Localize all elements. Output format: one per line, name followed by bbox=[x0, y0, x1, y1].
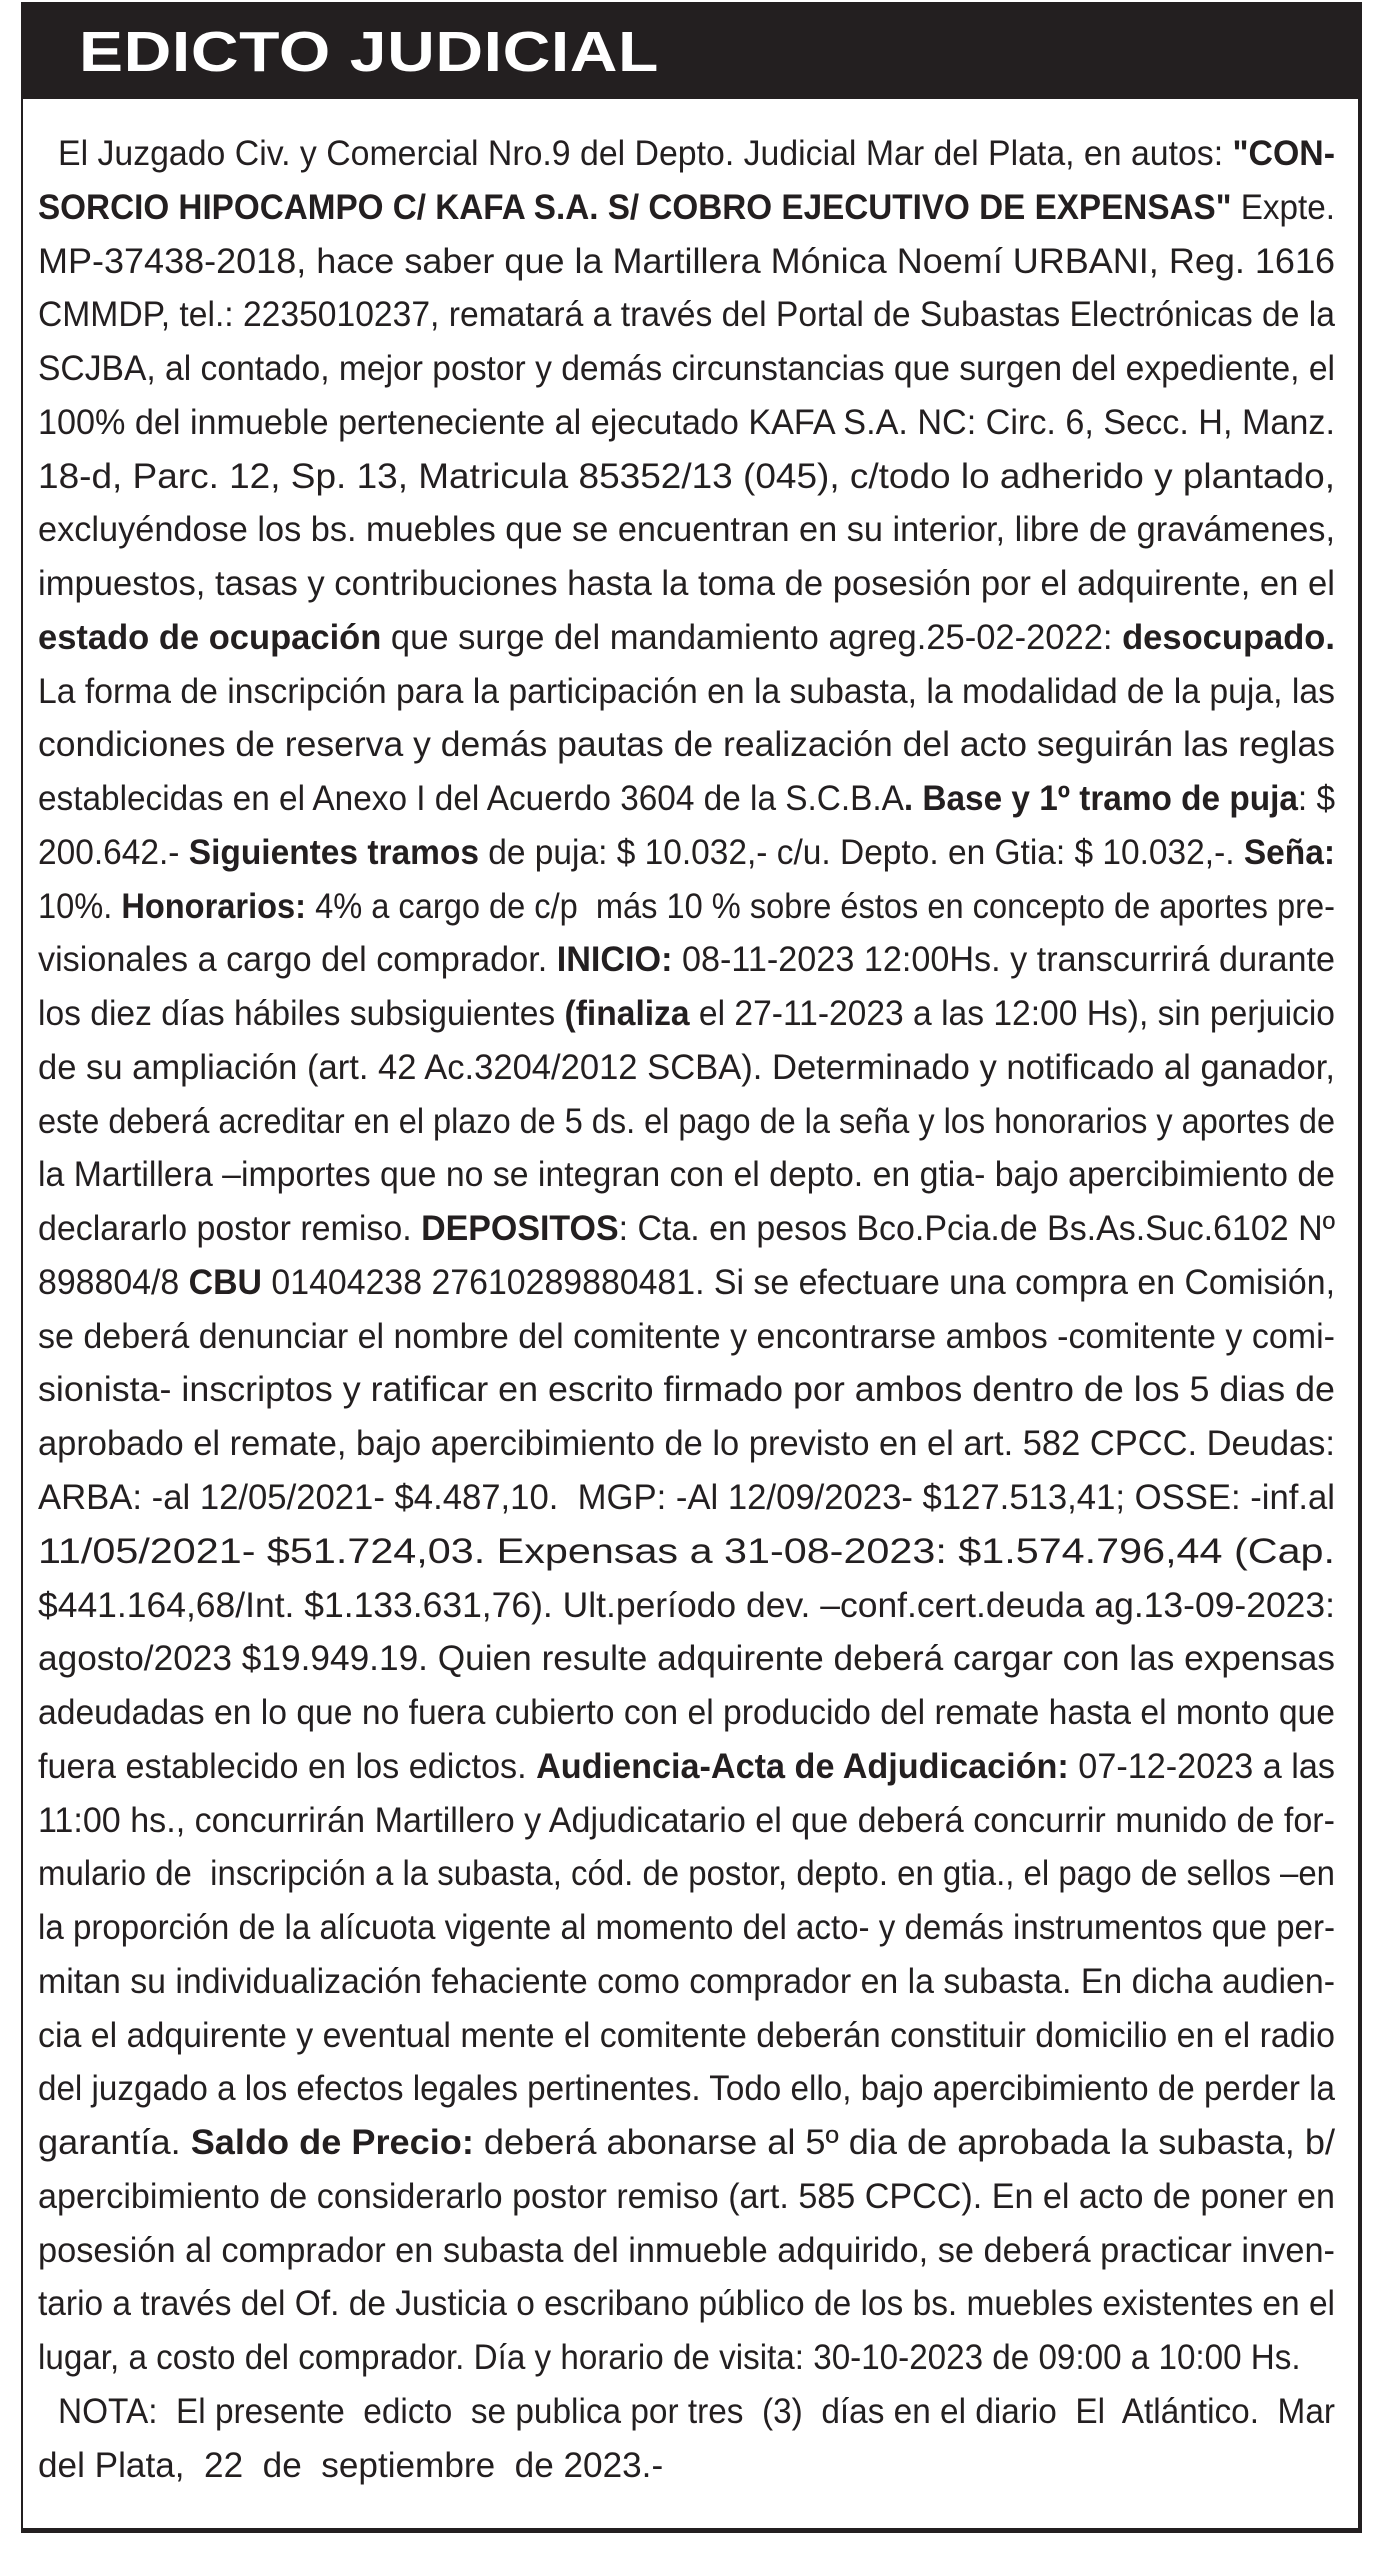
body-line bbox=[38, 833, 1335, 873]
body-line bbox=[38, 188, 1335, 228]
text: impuestos, tasas y contribuciones hasta la toma de posesión por el adquirente, en el bbox=[38, 564, 1335, 604]
body-line bbox=[38, 1102, 1335, 1142]
body-line bbox=[38, 242, 1335, 282]
text: garantía. bbox=[38, 2123, 191, 2163]
body-line bbox=[38, 1908, 1335, 1948]
bold-text: "CON- bbox=[1232, 134, 1335, 173]
text: adeudadas en lo que no fuera cubierto con el producido del remate hasta el monto que bbox=[38, 1693, 1335, 1733]
text: establecidas en el Anexo I del Acuerdo 3604 de la S.C.B.A bbox=[38, 779, 904, 819]
body-line bbox=[38, 349, 1335, 389]
bold-text: . Base y 1º tramo de puja bbox=[903, 779, 1298, 819]
body-line bbox=[38, 1639, 1335, 1679]
edict-box bbox=[21, 2, 1362, 2533]
body-line bbox=[38, 510, 1335, 550]
text: 100% del inmueble perteneciente al ejecutado KAFA S.A. NC: Circ. 6, Secc. H, Manz. bbox=[38, 402, 1335, 442]
body-line bbox=[38, 779, 1335, 819]
body-line bbox=[38, 1962, 1335, 2002]
body-line bbox=[38, 564, 1335, 604]
text: 01404238 27610289880481. Si se efectuare una compra en Comisión, bbox=[262, 1262, 1335, 1302]
text: El Juzgado Civ. y Comercial Nro.9 del Depto. Judicial Mar del Plata, en autos: bbox=[58, 134, 1233, 173]
body-line bbox=[38, 2338, 1301, 2378]
bold-text: INICIO: bbox=[556, 940, 673, 980]
text: 18-d, Parc. 12, Sp. 13, Matricula 85352/13 (045), c/todo lo adherido y plantado, bbox=[38, 456, 1336, 496]
body-line bbox=[38, 1854, 1335, 1894]
text: la proporción de la alícuota vigente al momento del acto- y demás instrumentos que per- bbox=[38, 1908, 1335, 1948]
text: del Plata, 22 de septiembre de 2023.- bbox=[38, 2445, 664, 2485]
text: el 27-11-2023 a las 12:00 Hs), sin perjuicio bbox=[689, 994, 1335, 1034]
bold-text: DEPOSITOS bbox=[421, 1209, 619, 1249]
body-line bbox=[58, 2392, 1335, 2432]
body-line bbox=[38, 994, 1335, 1034]
text: 07-12-2023 a las bbox=[1068, 1746, 1335, 1786]
text: : Cta. en pesos Bco.Pcia.de Bs.As.Suc.6102 Nº bbox=[618, 1209, 1335, 1249]
body-line bbox=[38, 1478, 1335, 1518]
text: : $ bbox=[1297, 779, 1335, 819]
body-line bbox=[38, 2123, 1335, 2163]
page-title: EDICTO JUDICIAL bbox=[79, 20, 659, 84]
body-line bbox=[38, 457, 1335, 497]
body-line bbox=[58, 134, 1335, 174]
body-line bbox=[38, 672, 1335, 712]
text: $441.164,68/Int. $1.133.631,76). Ult.período dev. –conf.cert.deuda ag.13-09-2023: bbox=[38, 1585, 1335, 1625]
bold-text: estado de ocupación bbox=[38, 617, 382, 657]
text: del juzgado a los efectos legales pertinentes. Todo ello, bajo apercibimiento de perder la bbox=[38, 2069, 1335, 2109]
text: se deberá denunciar el nombre del comitente y encontrarse ambos -comitente y comi- bbox=[38, 1316, 1335, 1356]
text: SCJBA, al contado, mejor postor y demás circunstancias que surgen del expediente, el bbox=[38, 349, 1335, 389]
body-line bbox=[38, 1370, 1335, 1410]
text: NOTA: El presente edicto se publica por tres (3) días en el diario El Atlántico. Mar bbox=[58, 2391, 1335, 2431]
body-line bbox=[38, 725, 1335, 765]
body-line bbox=[38, 2446, 663, 2486]
body-line bbox=[38, 295, 1335, 335]
text: declararlo postor remiso. bbox=[38, 1209, 422, 1249]
body-line bbox=[38, 1317, 1335, 1357]
text: 10%. bbox=[38, 886, 122, 926]
body-line bbox=[38, 1693, 1335, 1733]
body-line bbox=[38, 2177, 1335, 2217]
text: apercibimiento de considerarlo postor remiso (art. 585 CPCC). En el acto de poner en bbox=[38, 2176, 1335, 2216]
text: MP-37438-2018, hace saber que la Martillera Mónica Noemí URBANI, Reg. 1616 bbox=[38, 241, 1335, 281]
text: deberá abonarse al 5º dia de aprobada la subasta, b/ bbox=[473, 2123, 1335, 2163]
body-line bbox=[38, 1155, 1335, 1195]
text: visionales a cargo del comprador. bbox=[38, 940, 557, 980]
body-line bbox=[38, 1263, 1335, 1303]
body-line bbox=[38, 1586, 1335, 1626]
text: 11:00 hs., concurrirán Martillero y Adjudicatario el que deberá concurrir munido de for- bbox=[38, 1800, 1335, 1840]
body-line bbox=[38, 887, 1335, 927]
bold-text: Honorarios: bbox=[121, 886, 307, 926]
body-line bbox=[38, 1532, 1335, 1572]
body-line bbox=[38, 1424, 1335, 1464]
text: ARBA: -al 12/05/2021- $4.487,10. MGP: -Al 12/09/2023- $127.513,41; OSSE: -inf.al bbox=[38, 1478, 1335, 1517]
body-line bbox=[38, 1747, 1335, 1787]
text: sionista- inscriptos y ratificar en escrito firmado por ambos dentro de los 5 dias de bbox=[38, 1370, 1335, 1410]
text: 08-11-2023 12:00Hs. y transcurrirá durante bbox=[672, 940, 1335, 980]
text: CMMDP, tel.: 2235010237, rematará a través del Portal de Subastas Electrónicas de la bbox=[38, 295, 1335, 335]
edict-body bbox=[23, 3, 1358, 2528]
bold-text: (finaliza bbox=[564, 994, 690, 1034]
text: de su ampliación (art. 42 Ac.3204/2012 SCBA). Determinado y notificado al ganador, bbox=[38, 1047, 1335, 1087]
body-line bbox=[38, 2069, 1335, 2109]
text: aprobado el remate, bajo apercibimiento de lo previsto en el art. 582 CPCC. Deudas: bbox=[38, 1424, 1335, 1464]
text: los diez días hábiles subsiguientes bbox=[38, 994, 565, 1034]
body-line bbox=[38, 1048, 1335, 1088]
body-line bbox=[38, 2231, 1335, 2271]
text: excluyéndose los bs. muebles que se encuentran en su interior, libre de gravámenes, bbox=[38, 510, 1335, 550]
bold-text: SORCIO HIPOCAMPO C/ KAFA S.A. S/ COBRO EJECUTIVO DE EXPENSAS" bbox=[38, 187, 1232, 227]
text: posesión al comprador en subasta del inmueble adquirido, se deberá practicar inven- bbox=[38, 2230, 1335, 2270]
body-line bbox=[38, 1801, 1335, 1841]
text: mitan su individualización fehaciente como comprador en la subasta. En dicha audien- bbox=[38, 1961, 1335, 2001]
text: lugar, a costo del comprador. Día y horario de visita: 30-10-2023 de 09:00 a 10:00 Hs. bbox=[38, 2338, 1301, 2378]
bold-text: CBU bbox=[188, 1262, 263, 1302]
body-line bbox=[38, 618, 1335, 658]
text: de puja: $ 10.032,- c/u. Depto. en Gtia: $ 10.032,-. bbox=[478, 832, 1244, 872]
bold-text: Saldo de Precio: bbox=[190, 2123, 474, 2163]
body-line bbox=[38, 940, 1335, 980]
text: La forma de inscripción para la participación en la subasta, la modalidad de la puja, las bbox=[38, 671, 1335, 711]
text: la Martillera –importes que no se integran con el depto. en gtia- bajo apercibimiento de bbox=[38, 1155, 1335, 1195]
text: que surge del mandamiento agreg.25-02-2022: bbox=[381, 617, 1123, 657]
bold-text: desocupado. bbox=[1122, 617, 1335, 657]
body-line bbox=[38, 1209, 1335, 1249]
text: agosto/2023 $19.949.19. Quien resulte adquirente deberá cargar con las expensas bbox=[38, 1639, 1335, 1679]
text: 11/05/2021- $51.724,03. Expensas a 31-08-2023: $1.574.796,44 (Cap. bbox=[38, 1531, 1335, 1571]
bold-text: Audiencia-Acta de Adjudicación: bbox=[536, 1746, 1069, 1786]
text: mulario de inscripción a la subasta, cód. de postor, depto. en gtia., el pago de sellos –en bbox=[38, 1854, 1335, 1894]
text: cia el adquirente y eventual mente el comitente deberán constituir domicilio en el radio bbox=[38, 2015, 1335, 2055]
text: tario a través del Of. de Justicia o escribano público de los bs. muebles existentes en el bbox=[38, 2284, 1335, 2324]
body-line bbox=[38, 2016, 1335, 2056]
text: Expte. bbox=[1231, 187, 1335, 227]
text: 200.642.- bbox=[38, 832, 189, 872]
text: condiciones de reserva y demás pautas de realización del acto seguirán las reglas bbox=[38, 725, 1335, 765]
bold-text: Siguientes tramos bbox=[188, 832, 479, 872]
text: 898804/8 bbox=[38, 1262, 189, 1302]
body-line bbox=[38, 2284, 1335, 2324]
text: este deberá acreditar en el plazo de 5 ds. el pago de la seña y los honorarios y aportes de bbox=[38, 1101, 1335, 1141]
text: 4% a cargo de c/p más 10 % sobre éstos en concepto de aportes pre- bbox=[306, 886, 1335, 926]
text: fuera establecido en los edictos. bbox=[38, 1746, 537, 1786]
bold-text: Seña: bbox=[1243, 832, 1335, 872]
body-line bbox=[38, 403, 1335, 443]
